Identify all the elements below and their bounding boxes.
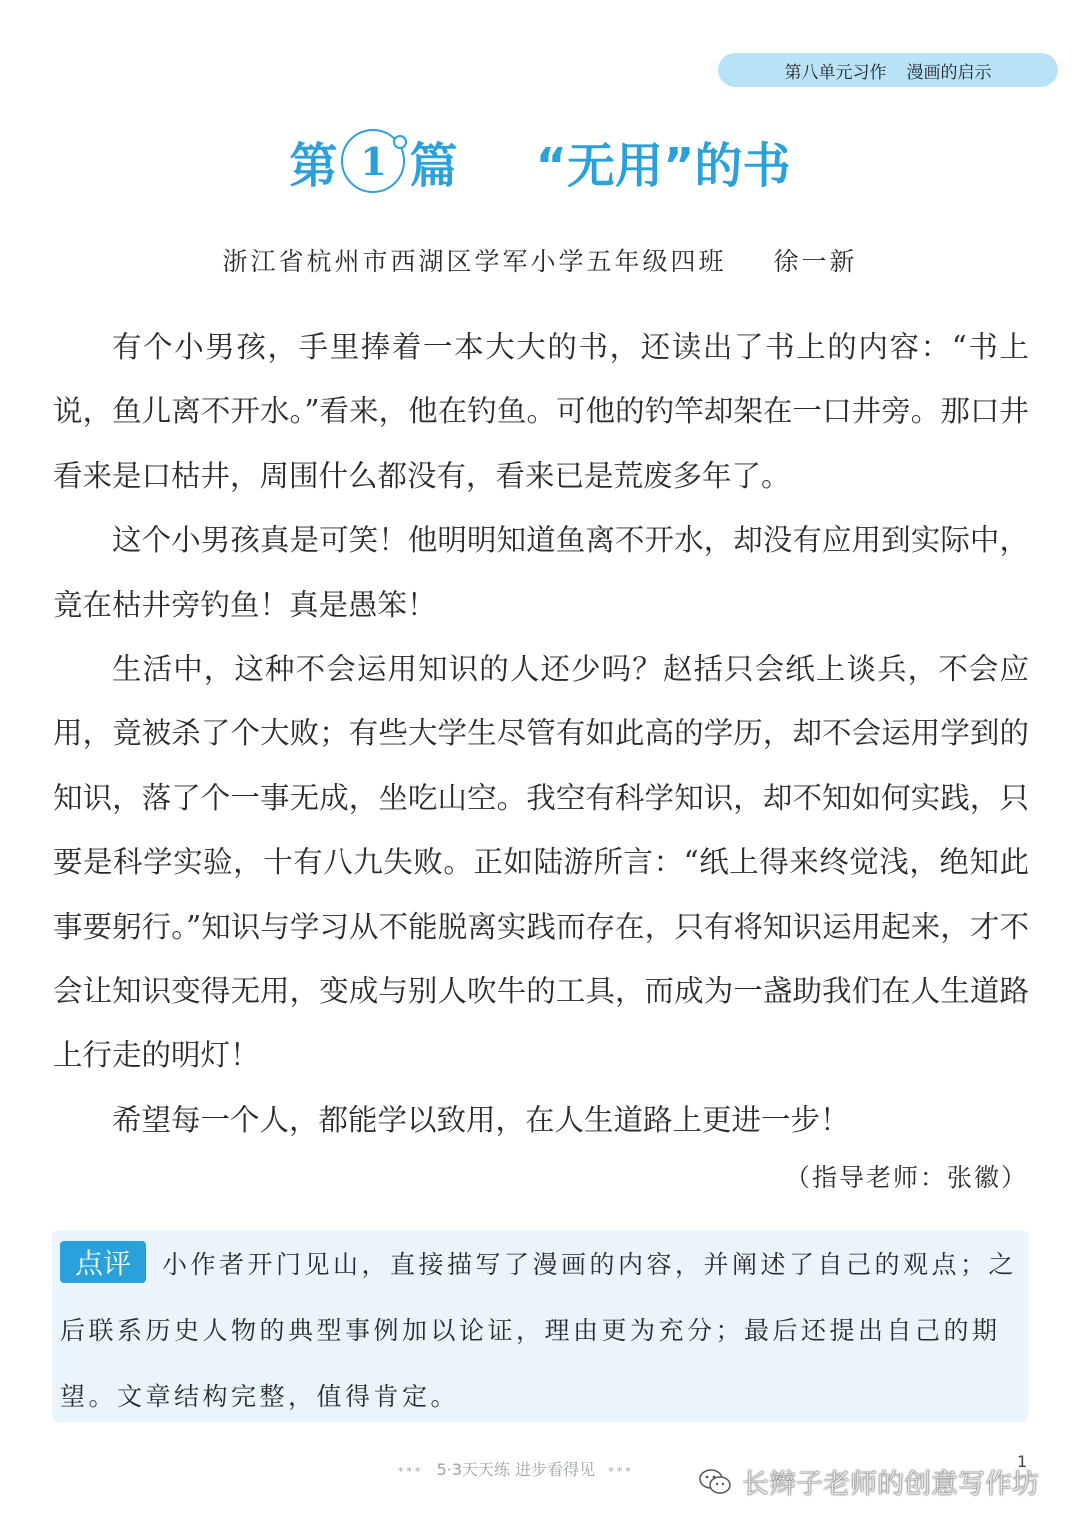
watermark-text: 长辫子老师的创意写作坊 [742,1469,1039,1500]
title-name: “无用”的书 [535,137,791,194]
teacher-credit: （指导老师：张徽） [784,1163,1028,1192]
paragraph: 生活中，这种不会运用知识的人还少吗？赵括只会纸上谈兵，不会应用，竟被杀了个大败；有些大学生尽管有如此高的学历，却不会运用学到的知识，落了个一事无成，坐吃山空。我空有科学知识，却不知如何实践，只要是科学实验，十有八九失败。正如陆游所言：“纸上得来终觉浅，绝知此事要躬行。”知识与学习从不能脱离实践而存在，只有将知识运用起来，才不会让知识变得无用，变成与别人吹牛的工具，而成为一盏助我们在人生道路上行走的明灯！ [53,652,1029,1073]
article-title [0,125,1080,197]
article-body [53,315,1029,1152]
paragraph: 希望每一个人，都能学以致用，在人生道路上更进一步！ [112,1102,850,1137]
title-prefix: 第 [289,137,338,194]
footer-slogan [390,1457,642,1480]
wechat-icon [698,1467,732,1497]
title-number-circle: 1 [341,129,405,193]
topic-label: 漫画的启示 [906,62,992,83]
title-suffix: 篇 [409,137,458,194]
footer-dots-right: *** [608,1465,634,1478]
slogan-text: 5·3天天练 进步看得见 [436,1460,596,1479]
page-number: 1 [1017,1452,1028,1471]
unit-label: 第八单元习作 [784,62,887,83]
footer-dots-left: *** [398,1465,424,1478]
comment-text-block [60,1232,1020,1430]
comment-text: 小作者开门见山，直接描写了漫画的内容，并阐述了自己的观点；之后联系历史人物的典型事例加以论证，理由更为充分；最后还提出自己的期望。文章结构完整，值得肯定。 [60,1250,1018,1411]
paragraph: 有个小男孩，手里捧着一本大大的书，还读出了书上的内容：“书上说，鱼儿离不开水。”看来，他在钓鱼。可他的钓竿却架在一口井旁。那口井看来是口枯井，周围什么都没有，看来已是荒废多年了。 [53,330,1029,493]
watermark [698,1462,1039,1501]
unit-header-tab [718,53,1058,87]
comment-badge: 点评 [60,1241,146,1283]
author-name: 徐一新 [773,247,858,276]
paragraph: 这个小男孩真是可笑！他明明知道鱼离不开水，却没有应用到实际中，竟在枯井旁钓鱼！真是愚笨！ [53,523,1029,622]
author-school: 浙江省杭州市西湖区学军小学五年级四班 [222,247,727,276]
author-line [0,242,1080,278]
